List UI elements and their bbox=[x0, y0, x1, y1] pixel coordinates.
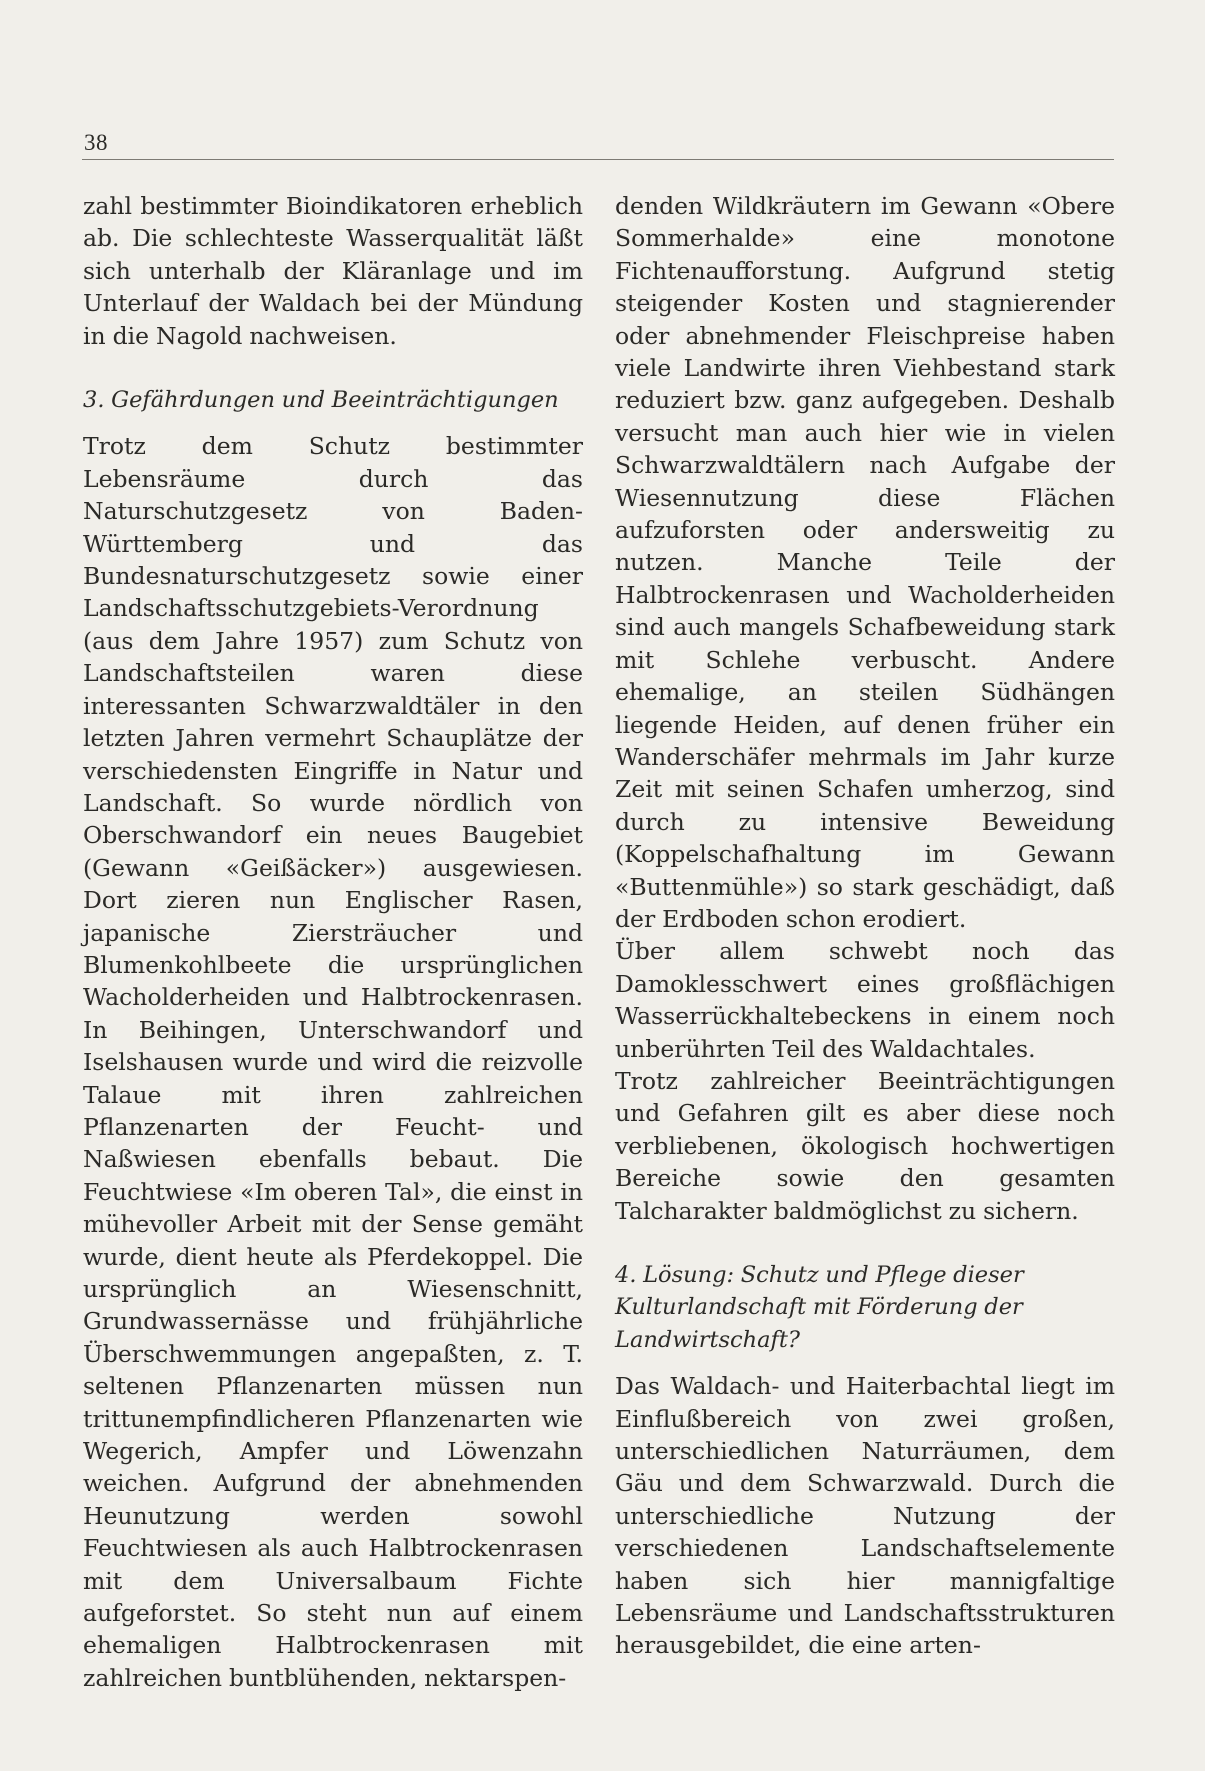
section-heading-3: 3. Gefährdungen und Beeinträchtigungen bbox=[83, 387, 559, 414]
right-paragraph-4: Das Waldach- und Haiterbachtal liegt im Einflußbereich von zwei großen, unterschiedlichen Naturräumen, dem Gäu und dem Schwarzwald. Durch die unterschiedliche Nutzung der verschiedenen Landschaftselemente haben sich hier mannigfaltige Lebensräume und Landschaftsstrukturen herausgebildet, die eine arten- bbox=[615, 1372, 1115, 1660]
header-rule bbox=[82, 159, 1114, 160]
page-number: 38 bbox=[84, 130, 108, 155]
right-paragraph-1: denden Wildkräutern im Gewann «Obere Sommerhalde» eine monotone Fichtenaufforstung. Aufgrund stetig steigender Kosten und stagnierender oder abnehmender Fleischpreise haben viele Landwirte ihren Viehbestand stark reduziert bzw. ganz aufgegeben. Deshalb versucht man auch hier wie in vielen Schwarzwaldtälern nach Aufgabe der Wiesennutzung diese Flächen aufzuforsten oder andersweitig zu nutzen. Manche Teile der Halbtrockenrasen und Wacholderheiden sind auch mangels Schafbeweidung stark mit Schlehe verbuscht. Andere ehemalige, an steilen Südhängen liegende Heiden, auf denen früher ein Wanderschäfer mehrmals im Jahr kurze Zeit mit seinen Schafen umherzog, sind durch zu intensive Beweidung (Koppelschafhaltung im Gewann «Buttenmühle») so stark geschädigt, daß der Erdboden schon erodiert. bbox=[615, 192, 1115, 933]
section-heading-4: 4. Lösung: Schutz und Pflege dieser Kulturlandschaft mit Förderung der Landwirtschaft? bbox=[615, 1262, 1024, 1353]
right-column bbox=[615, 190, 1115, 1662]
right-paragraph-3: Trotz zahlreicher Beeinträchtigungen und Gefahren gilt es aber diese noch verbliebenen, ökologisch hochwertigen Bereiche sowie den gesamten Talcharakter baldmöglichst zu sichern. bbox=[615, 1066, 1115, 1225]
right-paragraph-2: Über allem schwebt noch das Damoklesschwert eines großflächigen Wasserrückhaltebeckens in einem noch unberührten Teil des Waldachtales. bbox=[615, 937, 1115, 1063]
left-paragraph-1: zahl bestimmter Bioindikatoren erheblich ab. Die schlechteste Wasserqualität läßt sich unterhalb der Kläranlage und im Unterlauf der Waldach bei der Mündung in die Nagold nachweisen. bbox=[83, 192, 583, 350]
left-column bbox=[83, 190, 583, 1694]
left-paragraph-2: Trotz dem Schutz bestimmter Lebensräume durch das Naturschutzgesetz von Baden-Württemberg und das Bundesnaturschutzgesetz sowie einer Landschaftsschutzgebiets-Verordnung (aus dem Jahre 1957) zum Schutz von Landschaftsteilen waren diese interessanten Schwarzwaldtäler in den letzten Jahren vermehrt Schauplätze der verschiedensten Eingriffe in Natur und Landschaft. So wurde nördlich von Oberschwandorf ein neues Baugebiet (Gewann «Geißäcker») ausgewiesen. Dort zieren nun Englischer Rasen, japanische Ziersträucher und Blumenkohlbeete die ursprünglichen Wacholderheiden und Halbtrockenrasen. In Beihingen, Unterschwandorf und Iselshausen wurde und wird die reizvolle Talaue mit ihren zahlreichen Pflanzenarten der Feucht- und Naßwiesen ebenfalls bebaut. Die Feuchtwiese «Im oberen Tal», die einst in mühevoller Arbeit mit der Sense gemäht wurde, dient heute als Pferdekoppel. Die ursprünglich an Wiesenschnitt, Grundwassernässe und frühjährliche Überschwemmungen angepaßten, z. T. seltenen Pflanzenarten müssen nun trittunempfindlicheren Pflanzenarten wie Wegerich, Ampfer und Löwenzahn weichen. Aufgrund der abnehmenden Heunutzung werden sowohl Feuchtwiesen als auch Halbtrockenrasen mit dem Universalbaum Fichte aufgeforstet. So steht nun auf einem ehemaligen Halbtrockenrasen mit zahlreichen buntblühenden, nektarspen- bbox=[83, 432, 583, 1692]
